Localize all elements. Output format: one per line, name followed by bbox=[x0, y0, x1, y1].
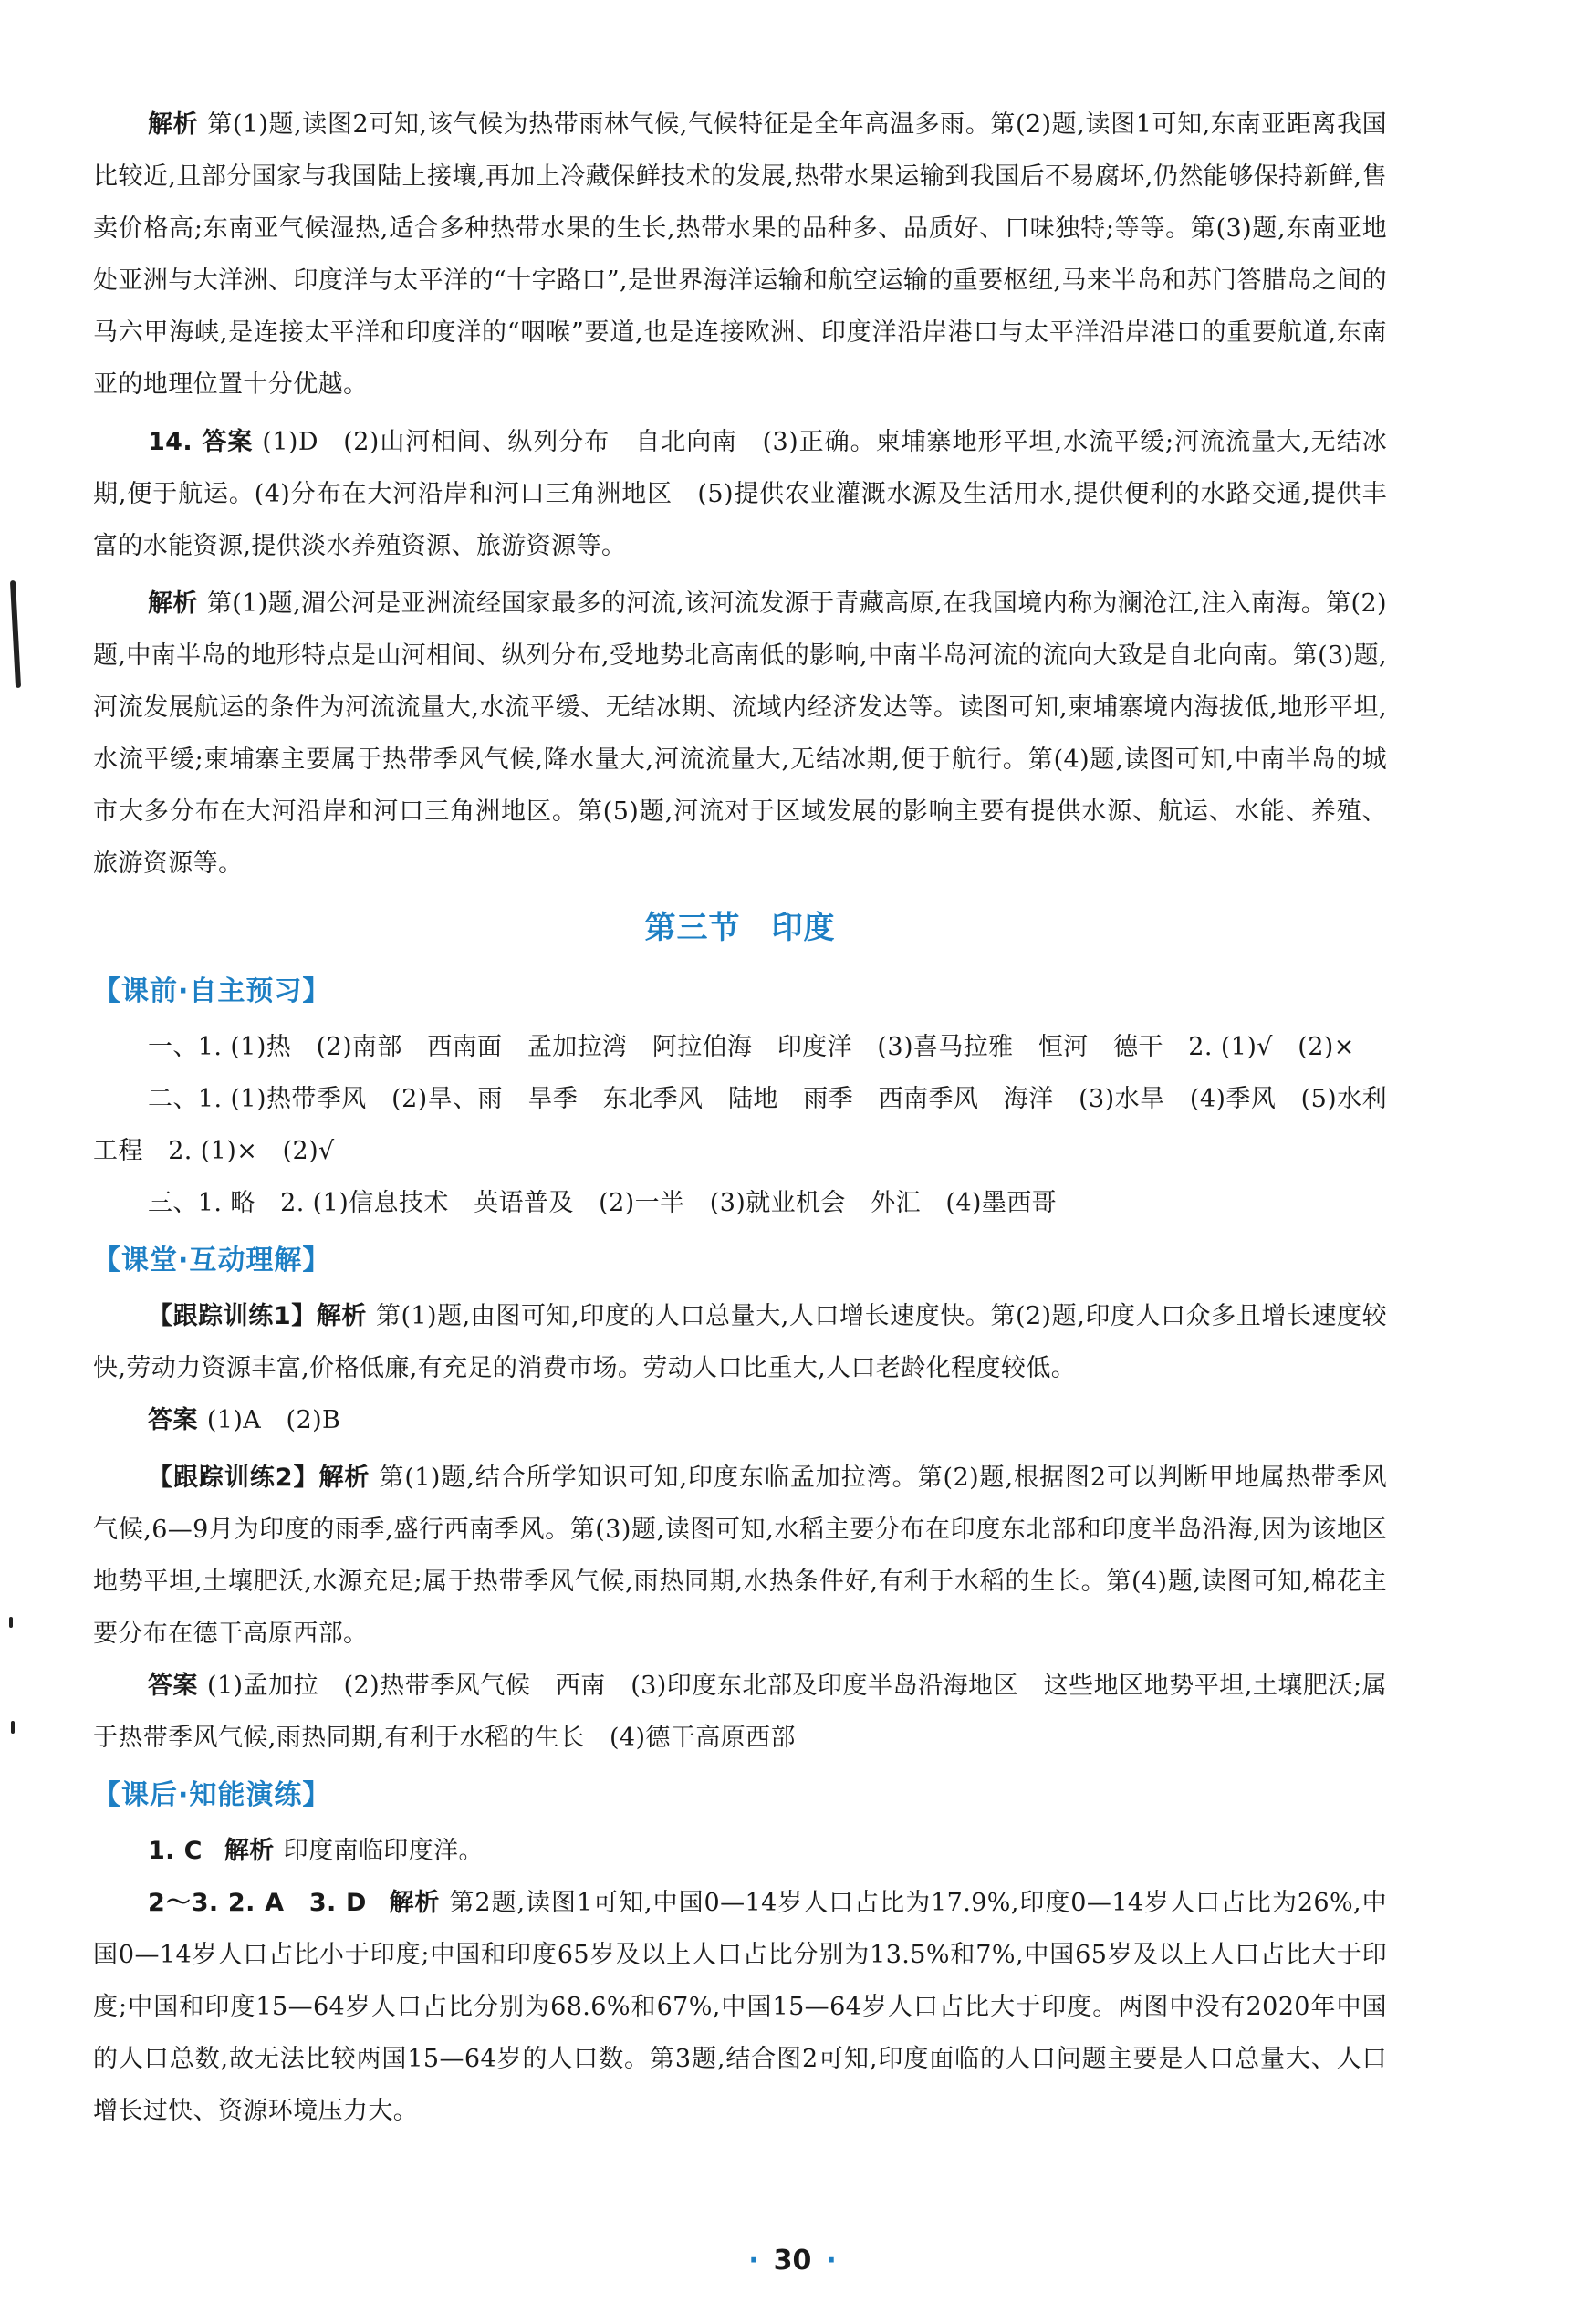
margin-pen-dot bbox=[9, 1617, 13, 1628]
page-number: · 30 · bbox=[748, 2245, 837, 2277]
question-number: 2～3. 2. A 3. D bbox=[148, 1889, 367, 1917]
keyword: 答案 bbox=[148, 1406, 198, 1434]
preview-line: 三、1. 略 2. (1)信息技术 英语普及 (2)一半 (3)就业机会 外汇 (4)墨西哥 bbox=[148, 1189, 1058, 1217]
answer-paragraph bbox=[93, 416, 1387, 572]
section-tag-preview: 【课前·自主预习】 bbox=[93, 975, 331, 1007]
section-tag-classroom: 【课堂·互动理解】 bbox=[93, 1245, 331, 1277]
question-number: 1. C bbox=[148, 1837, 203, 1865]
preview-line: 二、1. (1)热带季风 (2)旱、雨 旱季 东北季风 陆地 雨季 西南季风 海洋 (3)水旱 (4)季风 (5)水利工程 2. (1)× (2)√ bbox=[93, 1085, 1387, 1165]
track-training-2: 【跟踪训练2】解析 第(1)题,结合所学知识可知,印度东临孟加拉湾。第(2)题,根据图2可以判断甲地属热带季风气候,6—9月为印度的雨季,盛行西南季风。第(3)题,读图可知,水稻主要分布在印度东北部和印度半岛沿海,因为该地区地势平坦,土壤肥沃,水源充足;属于热带季风气候,雨热同期,水热条件好,有利于水稻的生长。第(4)题,读图可知,棉花主要分布在德干高原西部。 bbox=[93, 1464, 1387, 1648]
keyword: 14. 答案 bbox=[148, 428, 254, 456]
keyword: 解析 bbox=[148, 589, 198, 618]
main-content bbox=[93, 99, 1387, 2142]
track-training-1: 【跟踪训练1】解析 第(1)题,由图可知,印度的人口总量大,人口增长速度快。第(2)题,印度人口众多且增长速度较快,劳动力资源丰富,价格低廉,有充足的消费市场。劳动人口比重大,人口老龄化程度较低。 bbox=[93, 1302, 1387, 1382]
margin-pen-mark bbox=[10, 580, 21, 688]
analysis-paragraph bbox=[93, 99, 1387, 411]
question-2-3: 2～3. 2. A 3. D 解析 第2题,读图1可知,中国0—14岁人口占比为17.9%,印度0—14岁人口占比为26%,中国0—14岁人口占比小于印度;中国和印度65岁及以上人口占比分别为13.5%和7%,中国65岁及以上人口占比大于印度;中国和印度15—64岁人口占比分别为68.6%和67%,中国15—64岁人口占比大于印度。两图中没有2020年中国的人口总数,故无法比较两国15—64岁的人口数。第3题,结合图2可知,印度面临的人口问题主要是人口总量大、人口增长过快、资源环境压力大。 bbox=[93, 1889, 1387, 2125]
paragraph-text: 第(1)题,湄公河是亚洲流经国家最多的河流,该河流发源于青藏高原,在我国境内称为澜沧江,注入南海。第(2)题,中南半岛的地形特点是山河相间、纵列分布,受地势北高南低的影响,中南半岛河流的流向大致是自北向南。第(3)题,河流发展航运的条件为河流流量大,水流平缓、无结冰期、流域内经济发达等。读图可知,柬埔寨境内海拔低,地形平坦,水流平缓;柬埔寨主要属于热带季风气候,降水量大,河流流量大,无结冰期,便于航行。第(4)题,读图可知,中南半岛的城市大多分布在大河沿岸和河口三角洲地区。第(5)题,河流对于区域发展的影响主要有提供水源、航运、水能、养殖、旅游资源等。 bbox=[93, 589, 1387, 878]
section-title: 第三节 印度 bbox=[644, 910, 836, 946]
preview-line: 一、1. (1)热 (2)南部 西南面 孟加拉湾 阿拉伯海 印度洋 (3)喜马拉雅 恒河 德干 2. (1)√ (2)× bbox=[148, 1033, 1355, 1061]
keyword: 解析 bbox=[388, 1889, 441, 1917]
track-training-1-answer: 答案 (1)A (2)B bbox=[148, 1406, 341, 1434]
paragraph-text: 第(1)题,读图2可知,该气候为热带雨林气候,气候特征是全年高温多雨。第(2)题,读图1可知,东南亚距离我国比较近,且部分国家与我国陆上接壤,再加上冷藏保鲜技术的发展,热带水果运输到我国后不易腐坏,仍然能够保持新鲜,售卖价格高;东南亚气候湿热,适合多种热带水果的生长,热带水果的品种多、品质好、口味独特;等等。第(3)题,东南亚地处亚洲与大洋洲、印度洋与太平洋的“十字路口”,是世界海洋运输和航空运输的重要枢纽,马来半岛和苏门答腊岛之间的马六甲海峡,是连接太平洋和印度洋的“咽喉”要道,也是连接欧洲、印度洋沿岸港口与太平洋沿岸港口的重要航道,东南亚的地理位置十分优越。 bbox=[93, 110, 1387, 399]
margin-pen-dot bbox=[11, 1721, 15, 1734]
keyword: 解析 bbox=[224, 1837, 275, 1865]
question-1: 1. C 解析 印度南临印度洋。 bbox=[148, 1837, 484, 1865]
keyword: 答案 bbox=[148, 1672, 199, 1700]
keyword: 解析 bbox=[148, 110, 199, 139]
keyword: 【跟踪训练1】解析 bbox=[148, 1302, 367, 1330]
track-training-2-answer: 答案 (1)孟加拉 (2)热带季风气候 西南 (3)印度东北部及印度半岛沿海地区 这些地区地势平坦,土壤肥沃;属于热带季风气候,雨热同期,有利于水稻的生长 (4)德干高原西部 bbox=[93, 1672, 1387, 1752]
analysis-paragraph bbox=[93, 578, 1387, 890]
paragraph-text: (1)D (2)山河相间、纵列分布 自北向南 (3)正确。柬埔寨地形平坦,水流平缓;河流流量大,无结冰期,便于航运。(4)分布在大河沿岸和河口三角洲地区 (5)提供农业灌溉水源及生活用水,提供便利的水路交通,提供丰富的水能资源,提供淡水养殖资源、旅游资源等。 bbox=[93, 428, 1387, 560]
section-tag-after-class: 【课后·知能演练】 bbox=[93, 1779, 331, 1811]
keyword: 【跟踪训练2】解析 bbox=[148, 1464, 370, 1492]
